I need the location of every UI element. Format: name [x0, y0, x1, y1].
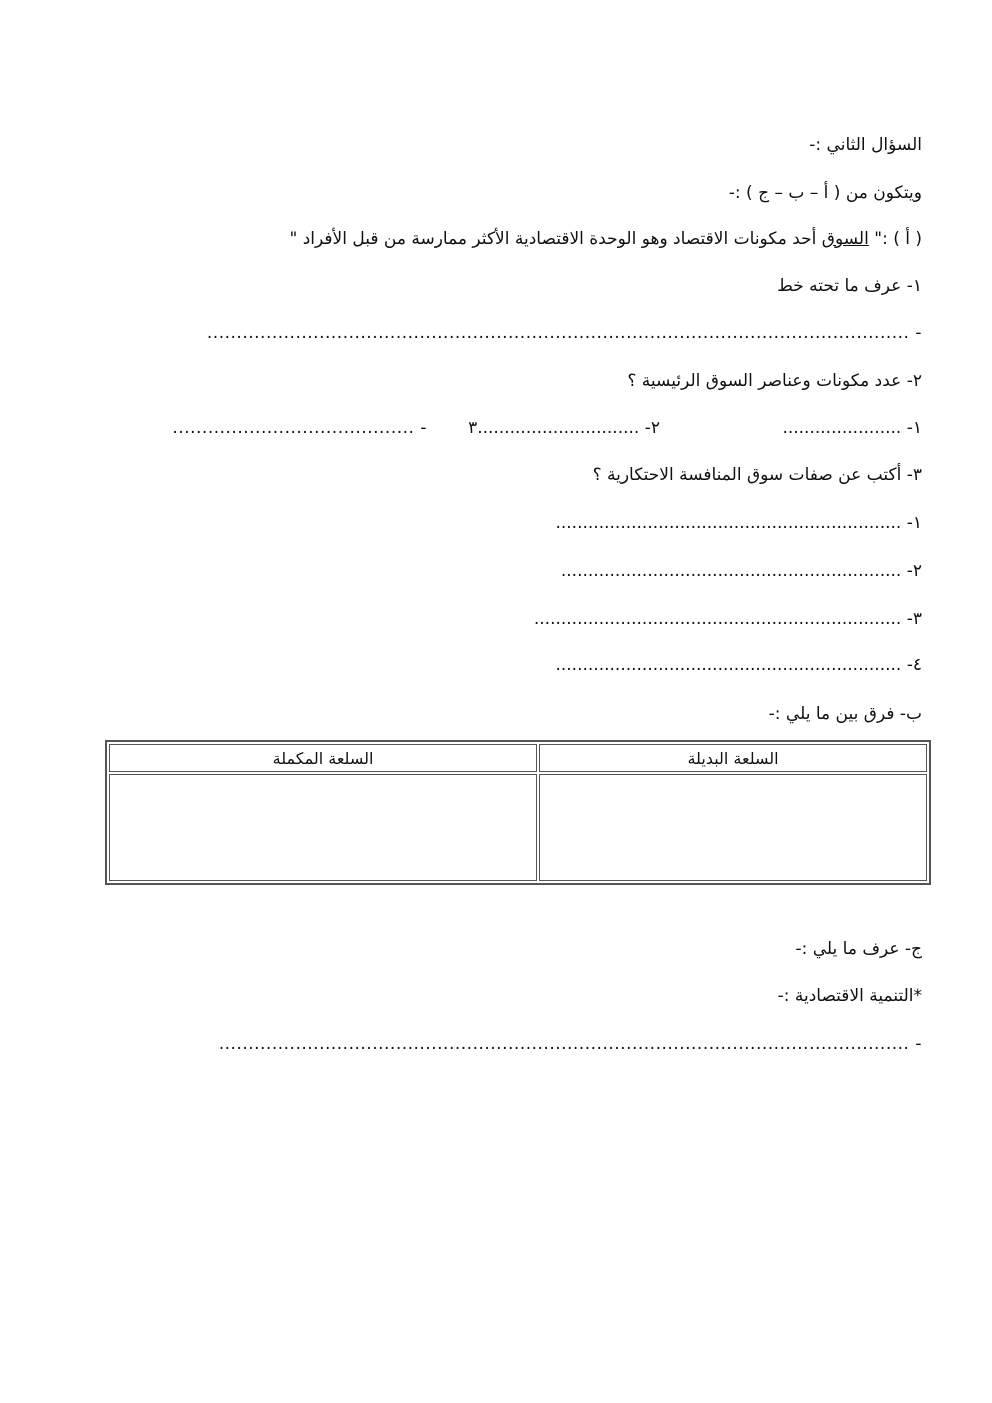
- part-c-title: ج- عرف ما يلي :-: [795, 939, 922, 959]
- question-title: السؤال الثاني :-: [809, 135, 922, 155]
- question-a1: ١- عرف ما تحته خط: [777, 276, 922, 296]
- part-a-statement: [290, 227, 922, 251]
- answer-line-c: - .....................................................................................................................: [218, 1034, 922, 1054]
- part-a-prefix: ( أ ) :": [874, 229, 922, 249]
- question-a2: ٢- عدد مكونات وعناصر السوق الرئيسية ؟: [627, 371, 922, 391]
- question-parts: ويتكون من ( أ – ب – ج ) :-: [728, 183, 922, 203]
- header-substitute-good: السلعة البديلة: [539, 744, 927, 772]
- comparison-table: [105, 740, 931, 885]
- part-a-statement-rest: أحد مكونات الاقتصاد وهو الوحدة الاقتصادية الأكثر ممارسة من قبل الأفراد ": [289, 229, 817, 249]
- answer-a3-item: ١- ................................................................: [555, 513, 922, 533]
- answer-cell-substitute-good[interactable]: [539, 774, 927, 881]
- answer-a3-item: ٢- ...............................................................: [560, 561, 922, 581]
- underlined-term: السوق: [821, 229, 869, 249]
- part-b-title: ب- فرق بين ما يلي :-: [768, 704, 922, 724]
- question-a3: ٣- أكتب عن صفات سوق المنافسة الاحتكارية ؟: [592, 465, 922, 485]
- answer-a3-item: ٣- ....................................................................: [533, 609, 922, 629]
- answer-a2-item-3: - .........................................: [172, 418, 427, 438]
- header-complementary-good: السلعة المكملة: [109, 744, 537, 772]
- answer-line-a1: - .......................................................................................................................: [206, 323, 922, 343]
- answer-cell-complementary-good[interactable]: [109, 774, 537, 881]
- answer-a3-item: ٤- ................................................................: [555, 655, 922, 675]
- economic-development-term: *التنمية الاقتصادية :-: [777, 986, 922, 1006]
- answer-a2-item-2: ٢- ..............................٣: [468, 418, 660, 438]
- answer-a2-item-1: ١- ......................: [782, 418, 922, 438]
